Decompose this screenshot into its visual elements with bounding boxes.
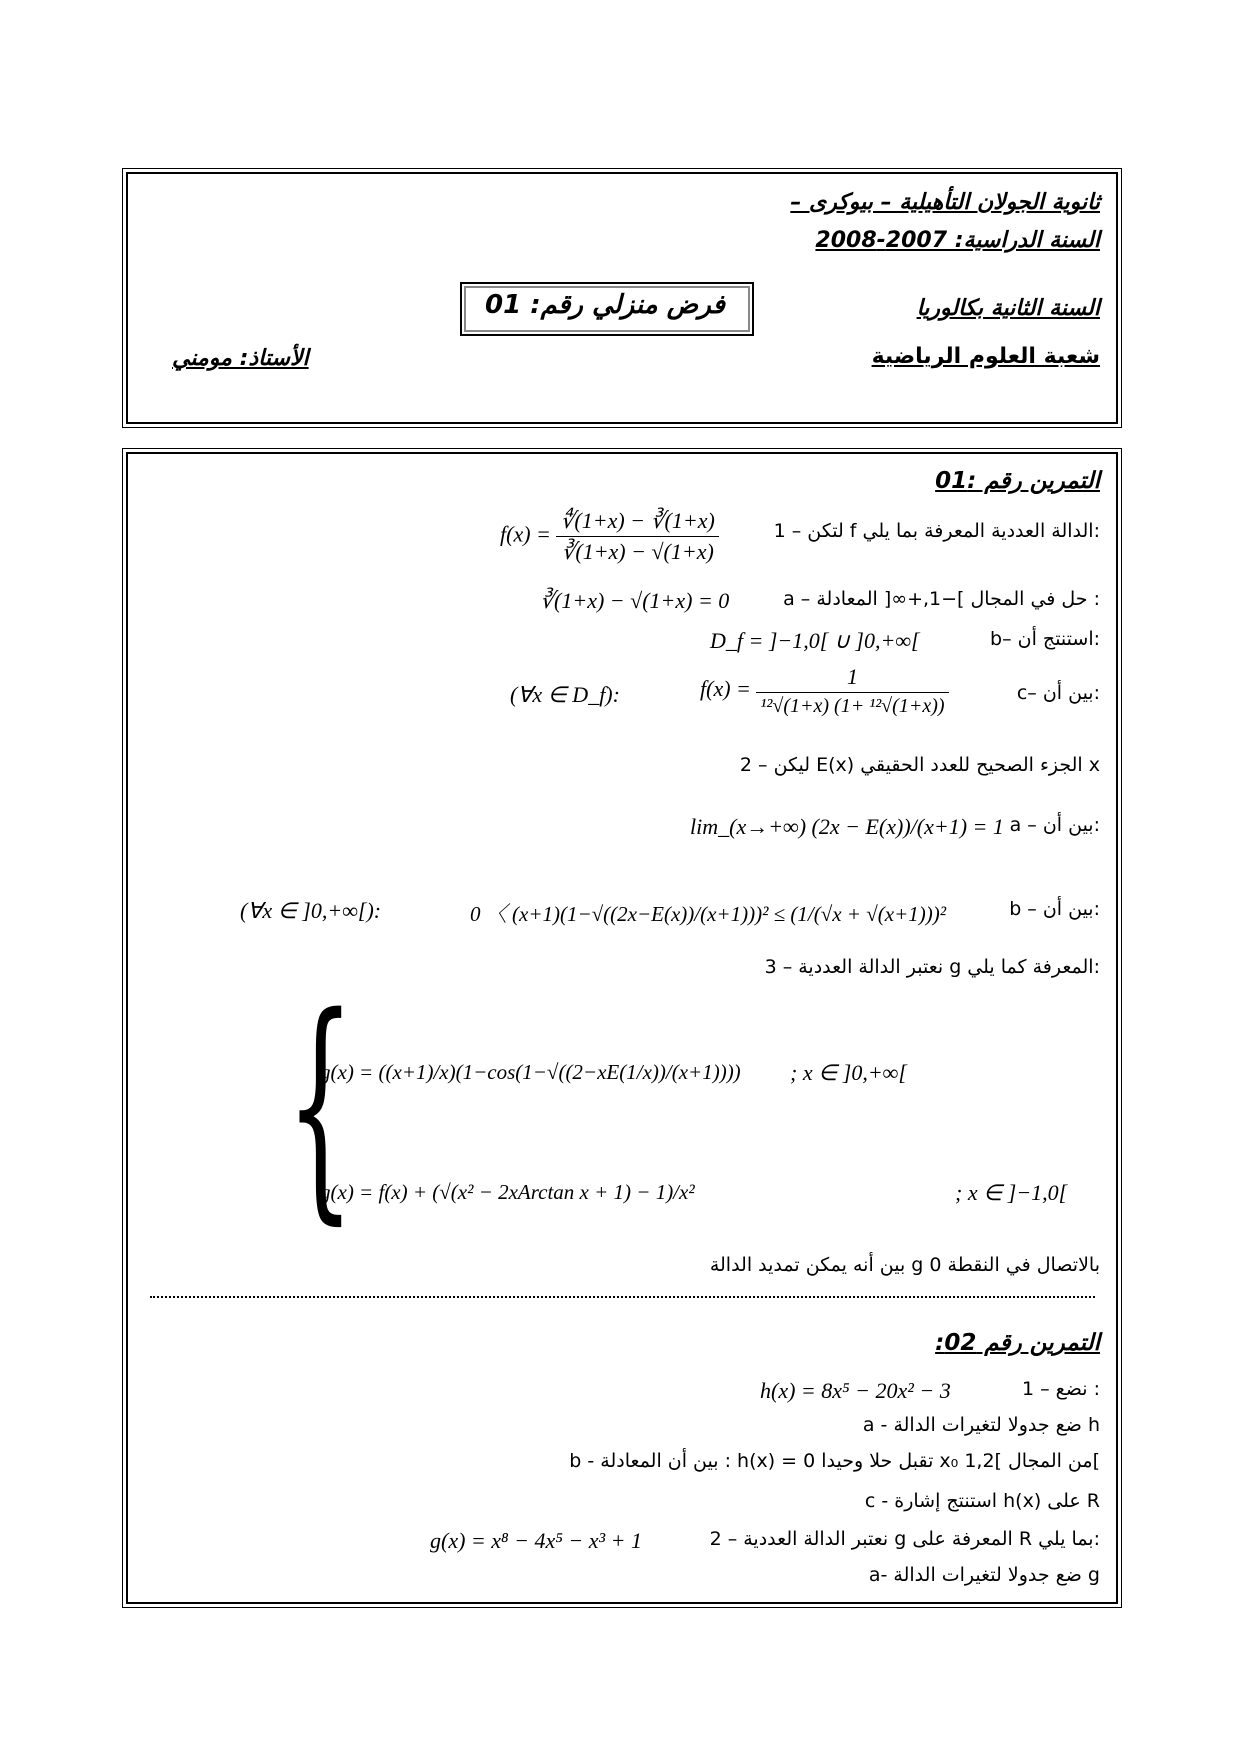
level: السنة الثانية بكالوريا	[916, 296, 1100, 321]
fc-numerator: 1	[756, 664, 948, 693]
inequality-condition: (∀x ∈ ]0,+∞[):	[240, 898, 382, 923]
f-numerator: ∜(1+x) − ∛(1+x)	[556, 508, 718, 537]
school-name: ثانوية الجولان التأهيلية – بيوكرى –	[790, 190, 1100, 215]
branch: شعبة العلوم الرياضية	[871, 344, 1100, 369]
piecewise-brace: {	[286, 965, 355, 1245]
f-denominator: ∛(1+x) − √(1+x)	[561, 539, 714, 564]
ex1-q1a-text: a – حل في المجال ]−1,+∞[ المعادلة :	[783, 588, 1100, 610]
ex2-q2	[710, 1528, 1100, 1550]
ex1-q2a	[1010, 814, 1100, 836]
ex1-q1b	[990, 628, 1100, 650]
ex1-q1b-text: b– استنتج أن:	[990, 628, 1100, 650]
ex1-q3	[765, 956, 1100, 978]
fc-lhs: f(x) =	[700, 676, 751, 702]
g-negative-condition: ; x ∈ ]−1,0[	[955, 1180, 1068, 1205]
ex2-q1b-text: b - بين أن المعادلة : h(x) = 0 تقبل حلا وحيدا x₀ من المجال ]1,2[	[569, 1450, 1100, 1472]
school-year: السنة الدراسية: 2007-2008	[815, 228, 1100, 253]
ex1-q1a	[783, 588, 1100, 610]
f-fraction	[556, 508, 718, 565]
ex2-q2a	[869, 1564, 1100, 1586]
section-divider	[150, 1296, 1095, 1298]
fc-fraction	[756, 664, 948, 718]
exercise-2-title: التمرين رقم 02:	[935, 1330, 1100, 1356]
ex2-q2-text: 2 – نعتبر الدالة العددية g المعرفة على R بما يلي:	[709, 1528, 1100, 1550]
ex1-q1c-text: c– بين أن:	[1016, 682, 1100, 704]
ex1-q2b-text: b – بين أن:	[1009, 898, 1100, 920]
ex2-q1a	[863, 1414, 1100, 1436]
teacher-name: الأستاذ: مومني	[172, 346, 309, 371]
g-definition-positive: g(x) = ((x+1)/x)(1−cos(1−√((2−xE(1/x))/(x+1))))	[320, 1060, 741, 1084]
equation-a: ∛(1+x) − √(1+x) = 0	[540, 588, 730, 613]
limit-expression: lim_(x→+∞) (2x − E(x))/(x+1) = 1	[690, 814, 1004, 839]
g-polynomial: g(x) = x⁸ − 4x⁵ − x³ + 1	[430, 1528, 642, 1553]
fc-identity	[700, 664, 949, 718]
ex1-q1c	[1017, 682, 1100, 704]
exercise-1-title: التمرين رقم :01	[935, 468, 1100, 494]
inequality: 0 〈 (x+1)(1−√((2x−E(x))/(x+1)))² ≤ (1/(√x + √(x+1)))²	[470, 902, 947, 926]
ex1-q2a-text: a – بين أن:	[1009, 814, 1100, 836]
f-definition	[500, 508, 719, 565]
ex2-q1a-text: a - ضع جدولا لتغيرات الدالة h	[862, 1414, 1100, 1436]
ex1-q1	[774, 520, 1100, 542]
ex1-q2b	[1009, 898, 1100, 920]
ex2-q1b	[569, 1450, 1100, 1472]
ex1-q2-text: 2 – ليكن E(x) الجزء الصحيح للعدد الحقيقي x	[739, 754, 1100, 776]
g-definition-negative: g(x) = f(x) + (√(x² − 2xArctan x + 1) − 1)/x²	[320, 1180, 695, 1204]
h-definition: h(x) = 8x⁵ − 20x² − 3	[760, 1378, 951, 1403]
ex2-q1	[1022, 1378, 1100, 1400]
ex2-q1-text: 1 – نضع :	[1021, 1378, 1100, 1400]
ex2-q1c-text: c - استنتج إشارة h(x) على R	[864, 1490, 1100, 1512]
f-lhs: f(x) =	[500, 521, 551, 547]
ex1-q1-text: 1 – لتكن f الدالة العددية المعرفة بما يلي:	[773, 520, 1100, 542]
domain-df: D_f = ]−1,0[ ∪ ]0,+∞[	[710, 628, 920, 653]
g-positive-condition: ; x ∈ ]0,+∞[	[790, 1060, 907, 1085]
ex1-q2	[740, 754, 1100, 776]
ex1-q3-end-text: بين أنه يمكن تمديد الدالة g بالاتصال في النقطة 0	[709, 1254, 1100, 1276]
fc-denominator: ¹²√(1+x) (1+ ¹²√(1+x))	[760, 695, 945, 717]
ex2-q1c	[865, 1490, 1100, 1512]
ex1-q3-text: 3 – نعتبر الدالة العددية g المعرفة كما يلي:	[764, 956, 1100, 978]
fc-condition: (∀x ∈ D_f):	[510, 682, 620, 707]
ex2-q2a-text: a- ضع جدولا لتغيرات الدالة g	[868, 1564, 1100, 1586]
ex1-q3-end	[710, 1254, 1100, 1276]
homework-title: فرض منزلي رقم: 01	[485, 290, 725, 320]
